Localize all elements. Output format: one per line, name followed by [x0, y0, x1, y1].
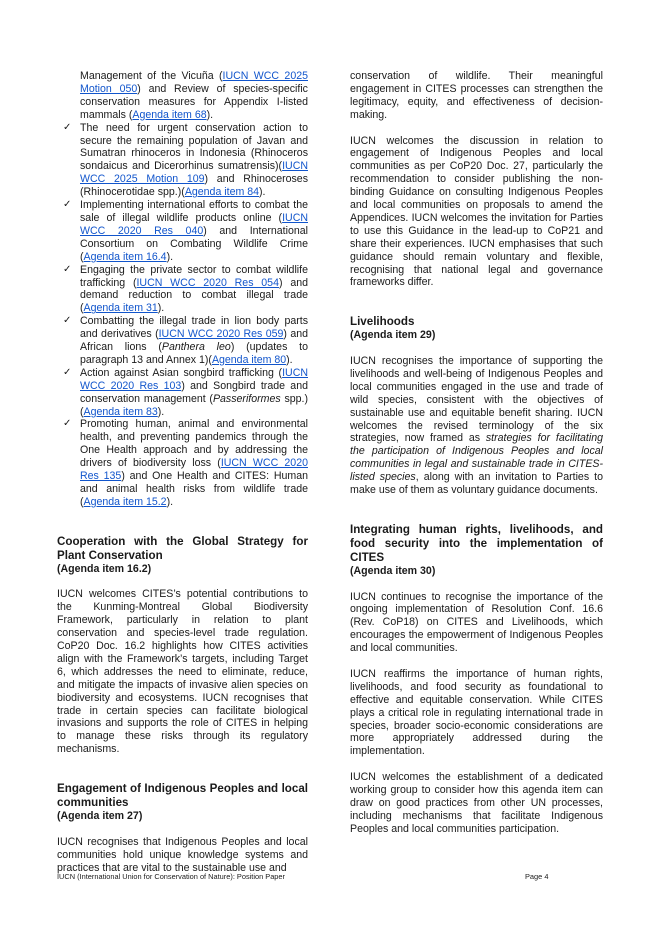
text-run: ) and One Health and CITES: Human and animal health risks from wildlife trade ( — [80, 470, 308, 508]
spacer — [350, 302, 603, 315]
italic-text: Panthera leo — [161, 341, 231, 354]
reference-link[interactable]: IUCN WCC 2020 Res 059 — [158, 328, 284, 341]
text-run: ). — [206, 108, 214, 121]
text-run: ). — [166, 250, 174, 263]
checkmark-icon: ✓ — [63, 199, 72, 211]
checkmark-icon: ✓ — [63, 418, 72, 430]
reference-link[interactable]: Agenda item 84 — [184, 186, 260, 199]
text-run: ). — [157, 302, 165, 315]
indigenous-engagement-paragraph: IUCN recognises that Indigenous Peoples and local communities hold unique knowledge systems and practices that are vital to the sustainable use and — [57, 835, 308, 874]
reference-link[interactable]: IUCN WCC 2025 Motion 050 — [80, 70, 308, 95]
reference-link[interactable]: Agenda item 68 — [132, 108, 207, 121]
left-column — [57, 70, 308, 874]
checkmark-icon: ✓ — [63, 366, 72, 378]
text-run: The need for urgent conservation action to secure the remaining population of Javan and Sumatran rhinoceros in Indonesia (Rhinoceros sondaicus and Dicerorhinus sumatrensis)( — [80, 121, 308, 173]
checklist-item — [57, 70, 308, 122]
agenda-item-30: (Agenda item 30) — [350, 564, 436, 577]
checklist-item — [57, 367, 308, 419]
italic-text: Passeriformes — [212, 392, 281, 405]
text-run: ) and African lions ( — [80, 328, 308, 354]
human-rights-paragraph-3: IUCN welcomes the establishment of a dedicated working group to consider how this agenda item can draw on good practices from other UN processes, including mechanisms that facilitate Indigenous Peoples and local communities participation. — [350, 771, 603, 835]
spacer — [57, 509, 308, 522]
plant-conservation-paragraph: IUCN welcomes CITES’s potential contributions to the Kunming-Montreal Global Biodiversity Framework, particularly in relation to plant conservation and species-level trade regulation. CoP20 Doc. 16.2 highlights how CITES activities align with the Framework’s targets, including Target 6, which addresses the need to eliminate, reduce, and mitigate the impacts of invasive alien species on biodiversity and ecosystems. IUCN recognises that trade in certain species can facilitate biological invasions and supports the role of CITES in helping to manage these risks through its regulatory mechanisms. — [57, 588, 308, 756]
section-heading-human-rights: Integrating human rights, livelihoods, and food security into the implementation of CITES — [350, 522, 603, 564]
reference-link[interactable]: IUCN WCC 2020 Res 054 — [136, 276, 279, 289]
footer-publisher: IUCN (International Union for Conservation of Nature): Position Paper — [57, 872, 285, 881]
reference-link[interactable]: Agenda item 16.4 — [83, 250, 167, 263]
checkmark-icon: ✓ — [63, 315, 72, 327]
checklist-item — [57, 264, 308, 316]
checklist-item — [57, 122, 308, 199]
text-run: Engaging the private sector to combat wildlife trafficking ( — [80, 263, 308, 289]
human-rights-paragraph-2: IUCN reaffirms the importance of human rights, livelihoods, and food security as foundational to effective and equitable conservation. While CITES plays a critical role in regulating international trade in species, broader socio-economic considerations are more appropriately addressed during the implementation. — [350, 667, 603, 758]
text-run: ). — [166, 495, 174, 508]
section-heading-livelihoods: Livelihoods — [350, 315, 415, 329]
reference-link[interactable]: IUCN WCC 2020 Res 040 — [80, 211, 308, 237]
text-run: IUCN recognises the importance of supporting the livelihoods and well-being of Indigenous Peoples and local communities engaged in the use and trade of wild species, consistent with the objectives of sustainable use and equitable benefit sharing. IUCN welcomes the revised terminology of the six strategies, now framed as — [350, 354, 603, 445]
checklist-item — [57, 315, 308, 367]
resolution-checklist — [57, 70, 308, 509]
indigenous-guidance-paragraph: IUCN welcomes the discussion in relation to engagement of Indigenous Peoples and local communities as per CoP20 Doc. 27, particularly the recommendation to consider publishing the non-binding Guidance on consulting Indigenous Peoples and local communities on proposals to amend the Appendices. IUCN welcomes the invitation for Parties to use this Guidance in the lead-up to CoP21 and share their experiences. IUCN emphasises that such guidance should remain voluntary and flexible, recognising that national legal and governance frameworks differ. — [350, 134, 603, 289]
livelihoods-paragraph — [350, 355, 603, 497]
agenda-item-29: (Agenda item 29) — [350, 329, 436, 342]
agenda-item-27: (Agenda item 27) — [57, 809, 143, 822]
reference-link[interactable]: Agenda item 83 — [83, 405, 158, 418]
spacer — [350, 510, 603, 523]
text-run: ). — [157, 405, 165, 418]
text-run: Action against Asian songbird trafficking ( — [80, 366, 283, 379]
section-heading-plant-conservation: Cooperation with the Global Strategy for Plant Conservation — [57, 534, 308, 562]
right-column — [350, 70, 603, 836]
agenda-item-16-2: (Agenda item 16.2) — [57, 562, 152, 575]
text-run: ). — [286, 353, 293, 366]
indigenous-engagement-continuation: conservation of wildlife. Their meaningful engagement in CITES processes can strengthen the legitimacy, equity, and effectiveness of decision-making. — [350, 70, 603, 121]
text-run: ) and Songbird trade and conservation management ( — [80, 379, 308, 405]
reference-link[interactable]: IUCN WCC 2020 Res 135 — [80, 457, 308, 483]
text-run: Management of the Vicuña ( — [80, 70, 223, 82]
text-run: ). — [259, 186, 266, 199]
text-run: , along with an invitation to Parties to make use of them as voluntary guidance documents. — [350, 471, 603, 497]
section-heading-indigenous-engagement: Engagement of Indigenous Peoples and local communities — [57, 781, 308, 809]
reference-link[interactable]: Agenda item 15.2 — [83, 495, 167, 508]
checklist-item — [57, 199, 308, 264]
text-run: Combatting the illegal trade in lion body parts and derivatives ( — [80, 315, 308, 341]
text-run: Promoting human, animal and environmental health, and preventing pandemics through the One Health approach and by addressing the drivers of biodiversity loss ( — [80, 418, 308, 470]
footer-page-number: Page 4 — [525, 872, 549, 881]
text-run: ) and International Consortium on Combating Wildlife Crime ( — [80, 224, 308, 263]
reference-link[interactable]: IUCN WCC 2025 Motion 109 — [80, 160, 308, 186]
reference-link[interactable]: IUCN WCC 2020 Res 103 — [80, 366, 308, 392]
text-run: Implementing international efforts to combat the sale of illegal wildlife products online ( — [80, 199, 308, 224]
checkmark-icon: ✓ — [63, 121, 72, 133]
text-run: ) and demand reduction to combat illegal trade ( — [80, 276, 308, 315]
checkmark-icon: ✓ — [63, 263, 72, 275]
reference-link[interactable]: Agenda item 31 — [83, 302, 158, 315]
human-rights-paragraph-1: IUCN continues to recognise the importance of the ongoing implementation of Resolution Conf. 16.6 (Rev. CoP18) on CITES and Livelihoods, which encourages the empowerment of Indigenous Peoples and local communities. — [350, 590, 603, 655]
text-run: ) (updates to paragraph 13 and Annex 1)( — [80, 341, 308, 366]
italic-text: strategies for facilitating the participation of Indigenous Peoples and local communities in legal and sustainable trade in CITES-listed species — [350, 432, 603, 484]
text-run: ) and Rhinoceroses (Rhinocerotidae spp.)( — [80, 173, 308, 199]
spacer — [57, 769, 308, 782]
checklist-item — [57, 418, 308, 508]
spacer — [57, 522, 308, 535]
text-run: ) and Review of species-specific conservation measures for Appendix I-listed mammals ( — [80, 82, 308, 121]
text-run: spp.) ( — [80, 392, 308, 418]
reference-link[interactable]: Agenda item 80 — [211, 353, 287, 366]
